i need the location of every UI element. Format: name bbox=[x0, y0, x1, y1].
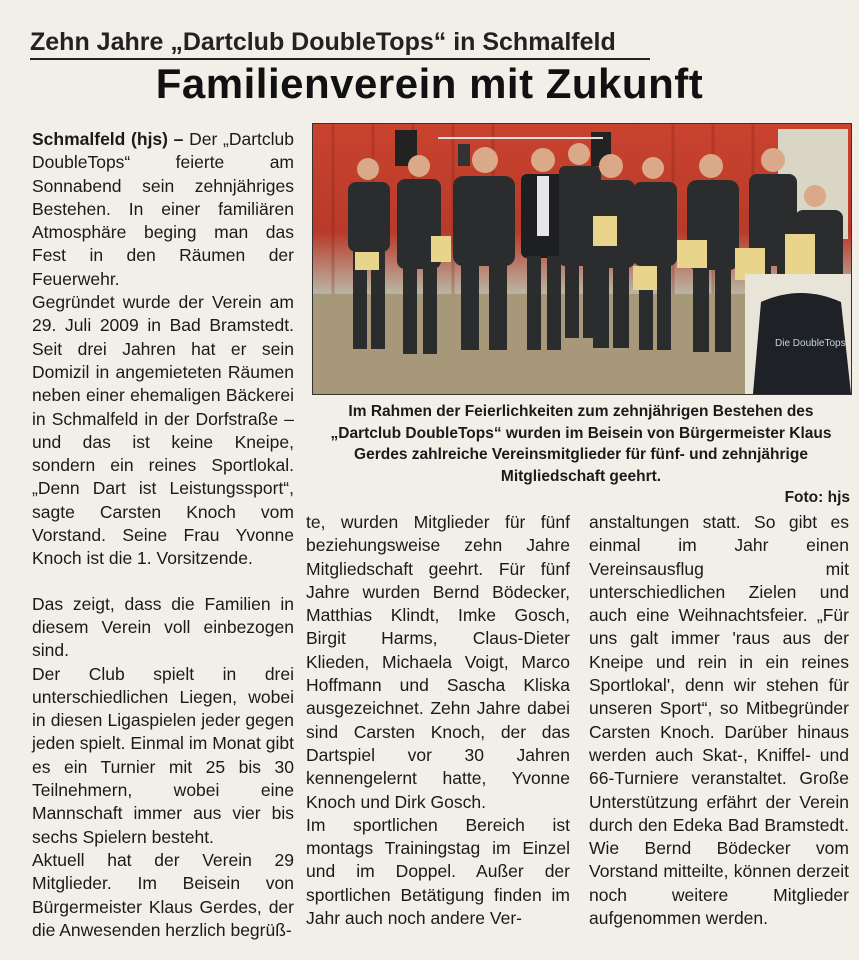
group-photo bbox=[312, 123, 852, 395]
paragraph: anstaltungen statt. So gibt es einmal im Jahr einen Vereinsausflug mit unterschiedlichen Zielen und auch eine Weihnachtsfeier. „Für uns galt immer 'raus aus der Kneipe und rein in ein reines Sportlokal', denn wir stehen für unseren Sport“, so Mitbegründer Carsten Knoch. Darüber hinaus werden auch Skat-, Kniffel- und 66-Turniere veranstaltet. Große Unterstützung erfährt der Verein durch den Edeka Bad Bramstedt. Wie Bernd Bödecker vom Vorstand mitteilte, können derzeit noch weitere Mitglieder aufgenommen werden. bbox=[589, 512, 849, 929]
paragraph: Gegründet wurde der Verein am 29. Juli 2009 in Bad Bramstedt. Seit drei Jahren hat er sein Domizil in angemieteten Räumen neben einer ehemaligen Bäckerei in Schmalfeld in der Dorfstraße – und das ist keine Kneipe, sondern ein reines Sportlokal. „Denn Dart ist Leistungssport“, sagte Carsten Knoch vom Vorstand. Seine Frau Yvonne Knoch ist die 1. Vorsitzende. bbox=[32, 292, 294, 569]
photo-caption bbox=[312, 401, 850, 509]
paragraph: Das zeigt, dass die Familien in diesem Verein voll einbezogen sind. bbox=[32, 593, 294, 661]
article-headline: Familienverein mit Zukunft bbox=[155, 60, 704, 107]
dateline: Schmalfeld (hjs) – bbox=[32, 129, 184, 149]
paragraph-intro bbox=[32, 128, 294, 291]
paragraph: Im sportlichen Bereich ist montags Trainingstag im Einzel und im Doppel. Außer der sportlichen Betätigung finden im Jahr auch noch andere Ver- bbox=[306, 814, 570, 929]
column-3 bbox=[589, 511, 849, 930]
jacket-text: Die DoubleTops bbox=[775, 338, 846, 349]
intro-text: Der „Dartclub DoubleTops“ feierte am Sonnabend sein zehnjähriges Bestehen. In einer familiären Atmosphäre beging man das Fest in den Räumen der Feuerwehr. bbox=[32, 129, 294, 289]
group-photo-illustration bbox=[313, 124, 851, 394]
paragraph: te, wurden Mitglieder für fünf beziehungsweise zehn Jahre Mitgliedschaft geehrt. Für fünf Jahre wurden Bernd Bödecker, Matthias Klindt, Imke Gosch, Birgit Harms, Claus-Dieter Klieden, Michaela Voigt, Marco Hoffmann und Sascha Kliska ausgezeichnet. Zehn Jahre dabei sind Carsten Knoch, der das Dartspiel vor 30 Jahren kennengelernt hatte, Yvonne Knoch und Dirk Gosch. bbox=[306, 512, 570, 812]
photo-credit: Foto: hjs bbox=[784, 489, 850, 506]
column-1 bbox=[32, 128, 294, 942]
column-2 bbox=[306, 511, 570, 930]
article-kicker: Zehn Jahre „Dartclub DoubleTops“ in Schmalfeld bbox=[30, 26, 650, 60]
paragraph: Aktuell hat der Verein 29 Mitglieder. Im Beisein von Bürgermeister Klaus Gerdes, der die Anwesenden herzlich begrüß- bbox=[32, 849, 294, 940]
paragraph: Der Club spielt in drei unterschiedlichen Liegen, wobei in diesen Ligaspielen jeder gegen jeden spielt. Einmal im Monat gibt es ein Turnier mit 25 bis 30 Teilnehmern, wobei eine Mannschaft immer aus vier bis sechs Spielern besteht. bbox=[32, 663, 294, 847]
caption-text: Im Rahmen der Feierlichkeiten zum zehnjährigen Bestehen des „Dartclub DoubleTops“ wurden im Beisein von Bürgermeister Klaus Gerdes zahlreiche Vereinsmitglieder für fünf- und zehnjährige Mitgliedschaft geehrt. bbox=[330, 403, 832, 485]
